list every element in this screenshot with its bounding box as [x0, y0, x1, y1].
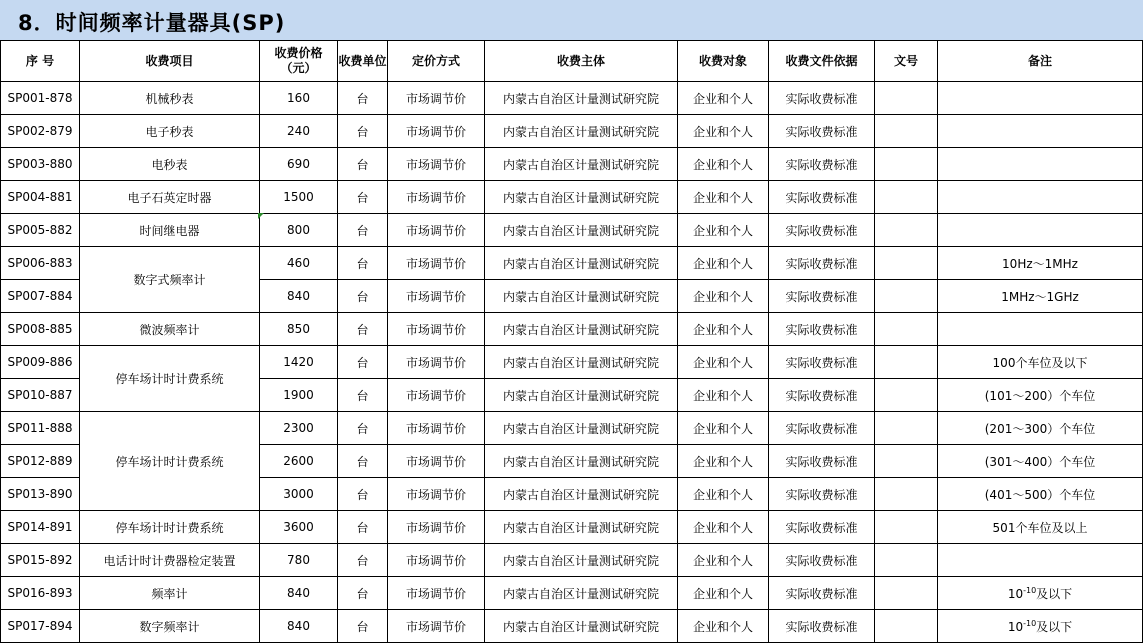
- cell-price: 240: [260, 115, 338, 148]
- cell-item: 电子秒表: [80, 115, 260, 148]
- cell-code: SP003-880: [1, 148, 80, 181]
- cell-pricing: 市场调节价: [388, 181, 485, 214]
- cell-body: 内蒙古自治区计量测试研究院: [485, 82, 678, 115]
- cell-unit: 台: [338, 82, 388, 115]
- cell-docno: [875, 544, 938, 577]
- cell-pricing: 市场调节价: [388, 610, 485, 643]
- cell-docno: [875, 280, 938, 313]
- cell-basis: 实际收费标准: [769, 181, 875, 214]
- cell-note: [938, 313, 1143, 346]
- cell-basis: 实际收费标准: [769, 148, 875, 181]
- cell-unit: 台: [338, 610, 388, 643]
- table-row: [1, 181, 1143, 214]
- cell-target: 企业和个人: [678, 148, 769, 181]
- cell-unit: 台: [338, 445, 388, 478]
- cell-docno: [875, 82, 938, 115]
- cell-price: 2600: [260, 445, 338, 478]
- cell-body: 内蒙古自治区计量测试研究院: [485, 544, 678, 577]
- comment-marker-icon: [258, 213, 264, 219]
- cell-pricing: 市场调节价: [388, 379, 485, 412]
- cell-docno: [875, 115, 938, 148]
- cell-target: 企业和个人: [678, 346, 769, 379]
- cell-note: (301～400）个车位: [938, 445, 1143, 478]
- cell-unit: 台: [338, 577, 388, 610]
- cell-note: [938, 544, 1143, 577]
- cell-item: 电话计时计费器检定装置: [80, 544, 260, 577]
- cell-note: 1MHz～1GHz: [938, 280, 1143, 313]
- cell-target: 企业和个人: [678, 214, 769, 247]
- cell-unit: 台: [338, 247, 388, 280]
- title-bar: [0, 0, 1143, 41]
- cell-unit: 台: [338, 346, 388, 379]
- table-row: [1, 610, 1143, 643]
- cell-note: [938, 115, 1143, 148]
- cell-note: [938, 148, 1143, 181]
- cell-body: 内蒙古自治区计量测试研究院: [485, 577, 678, 610]
- header-price: 收费价格（元）: [260, 41, 338, 82]
- cell-code: SP014-891: [1, 511, 80, 544]
- cell-price: 1900: [260, 379, 338, 412]
- cell-note: 10Hz～1MHz: [938, 247, 1143, 280]
- cell-code: SP016-893: [1, 577, 80, 610]
- header-item: 收费项目: [80, 41, 260, 82]
- cell-target: 企业和个人: [678, 544, 769, 577]
- cell-unit: 台: [338, 181, 388, 214]
- cell-pricing: 市场调节价: [388, 478, 485, 511]
- cell-note: [938, 82, 1143, 115]
- cell-unit: 台: [338, 544, 388, 577]
- cell-code: SP001-878: [1, 82, 80, 115]
- cell-price: 800: [260, 214, 338, 247]
- cell-code: SP009-886: [1, 346, 80, 379]
- cell-docno: [875, 445, 938, 478]
- cell-body: 内蒙古自治区计量测试研究院: [485, 511, 678, 544]
- header-unit: 收费单位: [338, 41, 388, 82]
- cell-target: 企业和个人: [678, 82, 769, 115]
- table-row: [1, 313, 1143, 346]
- cell-target: 企业和个人: [678, 445, 769, 478]
- cell-item: 微波频率计: [80, 313, 260, 346]
- cell-basis: 实际收费标准: [769, 478, 875, 511]
- cell-price: 780: [260, 544, 338, 577]
- cell-note: (101～200）个车位: [938, 379, 1143, 412]
- table-row: [1, 214, 1143, 247]
- note-base: 10: [1007, 586, 1024, 601]
- cell-body: 内蒙古自治区计量测试研究院: [485, 379, 678, 412]
- cell-code: SP005-882: [1, 214, 80, 247]
- cell-code: SP006-883: [1, 247, 80, 280]
- table-row: [1, 115, 1143, 148]
- cell-body: 内蒙古自治区计量测试研究院: [485, 148, 678, 181]
- cell-item: 机械秒表: [80, 82, 260, 115]
- cell-basis: 实际收费标准: [769, 544, 875, 577]
- cell-item: 停车场计时计费系统: [80, 412, 260, 511]
- cell-body: 内蒙古自治区计量测试研究院: [485, 346, 678, 379]
- cell-basis: 实际收费标准: [769, 511, 875, 544]
- cell-price: 690: [260, 148, 338, 181]
- cell-basis: 实际收费标准: [769, 346, 875, 379]
- cell-body: 内蒙古自治区计量测试研究院: [485, 181, 678, 214]
- cell-body: 内蒙古自治区计量测试研究院: [485, 445, 678, 478]
- cell-basis: 实际收费标准: [769, 280, 875, 313]
- cell-price: 460: [260, 247, 338, 280]
- cell-docno: [875, 247, 938, 280]
- cell-pricing: 市场调节价: [388, 544, 485, 577]
- cell-basis: 实际收费标准: [769, 214, 875, 247]
- header-body: 收费主体: [485, 41, 678, 82]
- cell-code: SP013-890: [1, 478, 80, 511]
- cell-note: (201～300）个车位: [938, 412, 1143, 445]
- cell-pricing: 市场调节价: [388, 346, 485, 379]
- note-exponent: -10: [1023, 585, 1037, 595]
- cell-price: 840: [260, 577, 338, 610]
- cell-target: 企业和个人: [678, 280, 769, 313]
- cell-code: SP017-894: [1, 610, 80, 643]
- cell-item: 数字频率计: [80, 610, 260, 643]
- cell-docno: [875, 412, 938, 445]
- cell-pricing: 市场调节价: [388, 445, 485, 478]
- cell-basis: 实际收费标准: [769, 82, 875, 115]
- cell-code: SP007-884: [1, 280, 80, 313]
- cell-basis: 实际收费标准: [769, 313, 875, 346]
- fee-table: [0, 40, 1143, 643]
- cell-note: [938, 214, 1143, 247]
- cell-unit: 台: [338, 478, 388, 511]
- cell-target: 企业和个人: [678, 412, 769, 445]
- table-row: [1, 82, 1143, 115]
- table-row: [1, 148, 1143, 181]
- table-row: [1, 247, 1143, 280]
- cell-unit: 台: [338, 148, 388, 181]
- cell-pricing: 市场调节价: [388, 577, 485, 610]
- cell-target: 企业和个人: [678, 247, 769, 280]
- header-target: 收费对象: [678, 41, 769, 82]
- cell-note: [938, 577, 1143, 610]
- cell-docno: [875, 577, 938, 610]
- cell-pricing: 市场调节价: [388, 511, 485, 544]
- cell-price: 1500: [260, 181, 338, 214]
- cell-docno: [875, 511, 938, 544]
- cell-note: [938, 181, 1143, 214]
- cell-target: 企业和个人: [678, 313, 769, 346]
- cell-target: 企业和个人: [678, 478, 769, 511]
- cell-basis: 实际收费标准: [769, 247, 875, 280]
- cell-body: 内蒙古自治区计量测试研究院: [485, 610, 678, 643]
- cell-code: SP004-881: [1, 181, 80, 214]
- table-row: [1, 346, 1143, 379]
- cell-body: 内蒙古自治区计量测试研究院: [485, 313, 678, 346]
- cell-item: 停车场计时计费系统: [80, 511, 260, 544]
- cell-item: 电子石英定时器: [80, 181, 260, 214]
- cell-basis: 实际收费标准: [769, 577, 875, 610]
- cell-pricing: 市场调节价: [388, 313, 485, 346]
- cell-body: 内蒙古自治区计量测试研究院: [485, 412, 678, 445]
- cell-target: 企业和个人: [678, 379, 769, 412]
- cell-docno: [875, 610, 938, 643]
- cell-pricing: 市场调节价: [388, 82, 485, 115]
- cell-basis: 实际收费标准: [769, 115, 875, 148]
- cell-item: 停车场计时计费系统: [80, 346, 260, 412]
- header-note: 备注: [938, 41, 1143, 82]
- cell-unit: 台: [338, 115, 388, 148]
- cell-docno: [875, 478, 938, 511]
- cell-code: SP015-892: [1, 544, 80, 577]
- note-base: 10: [1007, 619, 1024, 634]
- cell-body: 内蒙古自治区计量测试研究院: [485, 280, 678, 313]
- cell-pricing: 市场调节价: [388, 247, 485, 280]
- cell-target: 企业和个人: [678, 181, 769, 214]
- header-docno: 文号: [875, 41, 938, 82]
- cell-docno: [875, 181, 938, 214]
- cell-target: 企业和个人: [678, 610, 769, 643]
- cell-docno: [875, 346, 938, 379]
- header-basis: 收费文件依据: [769, 41, 875, 82]
- cell-pricing: 市场调节价: [388, 412, 485, 445]
- table-row: [1, 577, 1143, 610]
- cell-item: 频率计: [80, 577, 260, 610]
- cell-basis: 实际收费标准: [769, 610, 875, 643]
- cell-code: SP012-889: [1, 445, 80, 478]
- cell-pricing: 市场调节价: [388, 214, 485, 247]
- cell-item: 时间继电器: [80, 214, 260, 247]
- cell-note: (401～500）个车位: [938, 478, 1143, 511]
- note-tail: 及以下: [1036, 619, 1073, 634]
- table-header-row: [1, 41, 1143, 82]
- cell-body: 内蒙古自治区计量测试研究院: [485, 247, 678, 280]
- table-row: [1, 511, 1143, 544]
- cell-body: 内蒙古自治区计量测试研究院: [485, 478, 678, 511]
- cell-item: 数字式频率计: [80, 247, 260, 313]
- cell-note: 501个车位及以上: [938, 511, 1143, 544]
- cell-price: 160: [260, 82, 338, 115]
- cell-code: SP002-879: [1, 115, 80, 148]
- cell-body: 内蒙古自治区计量测试研究院: [485, 214, 678, 247]
- cell-basis: 实际收费标准: [769, 412, 875, 445]
- cell-price: 3000: [260, 478, 338, 511]
- cell-pricing: 市场调节价: [388, 148, 485, 181]
- cell-docno: [875, 379, 938, 412]
- cell-price: 840: [260, 610, 338, 643]
- cell-code: SP010-887: [1, 379, 80, 412]
- cell-price: 840: [260, 280, 338, 313]
- cell-basis: 实际收费标准: [769, 445, 875, 478]
- header-pricing: 定价方式: [388, 41, 485, 82]
- cell-note: 100个车位及以下: [938, 346, 1143, 379]
- cell-target: 企业和个人: [678, 115, 769, 148]
- cell-target: 企业和个人: [678, 577, 769, 610]
- header-seq: 序 号: [1, 41, 80, 82]
- cell-unit: 台: [338, 379, 388, 412]
- cell-unit: 台: [338, 280, 388, 313]
- cell-docno: [875, 148, 938, 181]
- cell-docno: [875, 313, 938, 346]
- cell-price: 3600: [260, 511, 338, 544]
- cell-unit: 台: [338, 214, 388, 247]
- table-row: [1, 412, 1143, 445]
- cell-note: [938, 610, 1143, 643]
- page-title: 8．时间频率计量器具(SP): [18, 11, 286, 35]
- cell-body: 内蒙古自治区计量测试研究院: [485, 115, 678, 148]
- note-exponent: -10: [1023, 618, 1037, 628]
- cell-code: SP011-888: [1, 412, 80, 445]
- cell-unit: 台: [338, 511, 388, 544]
- cell-unit: 台: [338, 313, 388, 346]
- cell-pricing: 市场调节价: [388, 115, 485, 148]
- cell-pricing: 市场调节价: [388, 280, 485, 313]
- cell-basis: 实际收费标准: [769, 379, 875, 412]
- cell-price: 1420: [260, 346, 338, 379]
- note-tail: 及以下: [1036, 586, 1073, 601]
- table-body: [1, 82, 1143, 643]
- cell-code: SP008-885: [1, 313, 80, 346]
- cell-unit: 台: [338, 412, 388, 445]
- table-row: [1, 544, 1143, 577]
- cell-price: 850: [260, 313, 338, 346]
- cell-target: 企业和个人: [678, 511, 769, 544]
- cell-price: 2300: [260, 412, 338, 445]
- cell-item: 电秒表: [80, 148, 260, 181]
- cell-docno: [875, 214, 938, 247]
